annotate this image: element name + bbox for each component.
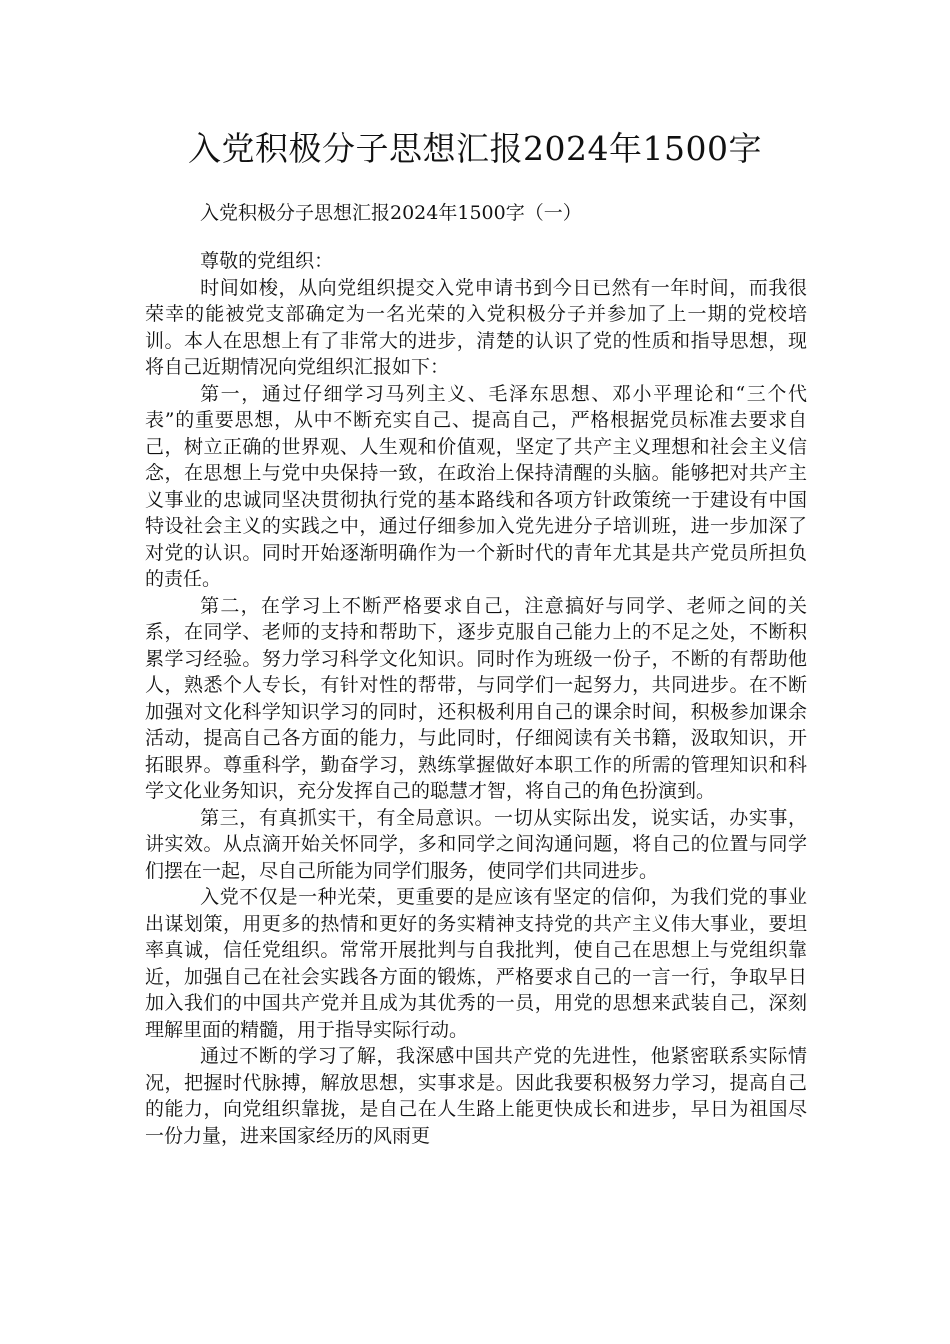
document-subtitle: 入党积极分子思想汇报2024年1500字（一）	[200, 202, 582, 224]
paragraph-faith: 入党不仅是一种光荣，更重要的是应该有坚定的信仰，为我们党的事业出谋划策，用更多的热情和更好的务实精神支持党的共产主义伟大事业，要坦率真诚，信任党组织。常常开展批判与自我批判，使自己在思想上与党组织靠近，加强自己在社会实践各方面的锻炼，严格要求自己的一言一行，争取早日加入我们的中国共产党并且成为其优秀的一员，用党的思想来武装自己，深刻理解里面的精髓，用于指导实际行动。	[145, 886, 807, 1041]
paragraph-first: 第一，通过仔细学习马列主义、毛泽东思想、邓小平理论和“三个代表”的重要思想，从中不断充实自己、提高自己，严格根据党员标准去要求自己，树立正确的世界观、人生观和价值观，坚定了共产主义理想和社会主义信念，在思想上与党中央保持一致，在政治上保持清醒的头脑。能够把对共产主义事业的忠诚同坚决贯彻执行党的基本路线和各项方针政策统一于建设有中国特设社会主义的实践之中，通过仔细参加入党先进分子培训班，进一步加深了对党的认识。同时开始逐渐明确作为一个新时代的青年尤其是共产党员所担负的责任。	[145, 382, 807, 590]
document-title: 入党积极分子思想汇报2024年1500字	[188, 129, 762, 168]
document-body	[145, 248, 807, 1149]
paragraph-third: 第三，有真抓实干，有全局意识。一切从实际出发，说实话，办实事，讲实效。从点滴开始关怀同学，多和同学之间沟通问题，将自己的位置与同学们摆在一起，尽自己所能为同学们服务，使同学们共同进步。	[145, 806, 807, 882]
paragraph-second: 第二，在学习上不断严格要求自己，注意搞好与同学、老师之间的关系，在同学、老师的支持和帮助下，逐步克服自己能力上的不足之处，不断积累学习经验。努力学习科学文化知识。同时作为班级一份子，不断的有帮助他人，熟悉个人专长，有针对性的帮带，与同学们一起努力，共同进步。在不断加强对文化科学知识学习的同时，还积极利用自己的课余时间，积极参加课余活动，提高自己各方面的能力，与此同时，仔细阅读有关书籍，汲取知识，开拓眼界。尊重科学，勤奋学习，熟练掌握做好本职工作的所需的管理知识和科学文化业务知识，充分发挥自己的聪慧才智，将自己的角色扮演到。	[145, 594, 807, 802]
paragraph-intro: 时间如梭，从向党组织提交入党申请书到今日已然有一年时间，而我很荣幸的能被党支部确定为一名光荣的入党积极分子并参加了上一期的党校培训。本人在思想上有了非常大的进步，清楚的认识了党的性质和指导思想，现将自己近期情况向党组织汇报如下：	[145, 276, 807, 378]
salutation: 尊敬的党组织：	[200, 250, 334, 272]
paragraph-closing: 通过不断的学习了解，我深感中国共产党的先进性，他紧密联系实际情况，把握时代脉搏，解放思想，实事求是。因此我要积极努力学习，提高自己的能力，向党组织靠拢，是自己在人生路上能更快成长和进步，早日为祖国尽一份力量，进来国家经历的风雨更	[145, 1045, 807, 1147]
